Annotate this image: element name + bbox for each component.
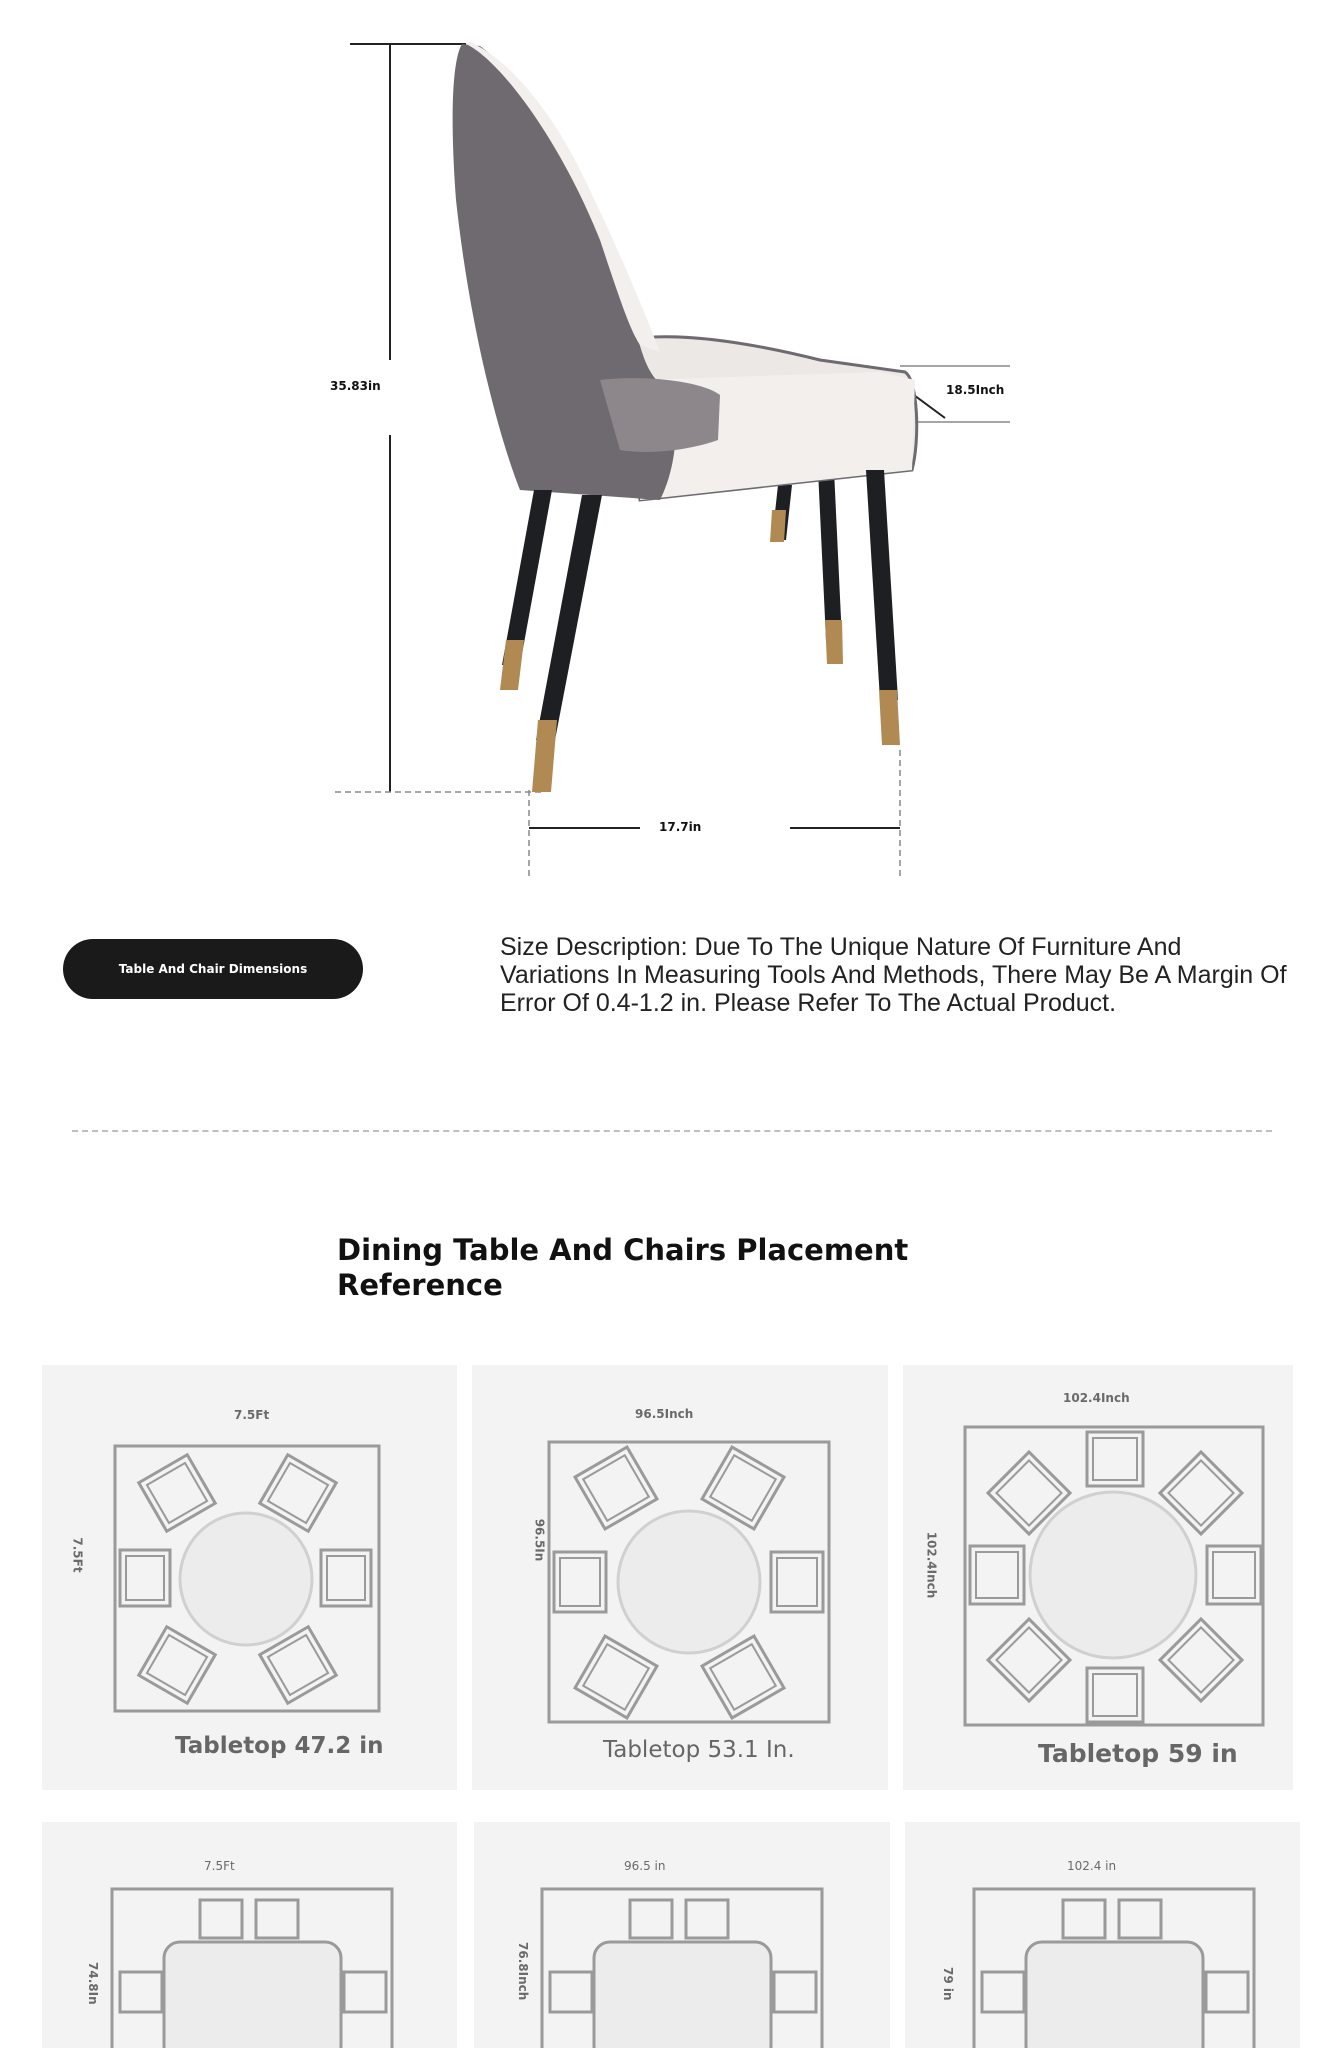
rect-plan-diagram <box>474 1822 890 2048</box>
width-label: 17.7in <box>659 820 702 834</box>
rect-plan-panel-2 <box>474 1822 890 2048</box>
rect-plan-diagram <box>905 1822 1300 2048</box>
round-plan-panel-3 <box>903 1365 1293 1790</box>
plan-top-label: 96.5 in <box>624 1859 666 1873</box>
plan-side-label: 74.8In <box>86 1962 100 2005</box>
chair-back-legs <box>770 470 843 664</box>
rect-plan-panel-1 <box>42 1822 457 2048</box>
plan-side-label: 79 in <box>941 1967 955 2001</box>
chair-dimension-image <box>0 0 1322 900</box>
width-dimension-line <box>529 750 900 880</box>
plan-side-label: 7.5Ft <box>70 1537 85 1573</box>
plan-side-label: 96.5In <box>532 1518 547 1562</box>
rect-plan-diagram <box>42 1822 457 2048</box>
section-divider <box>72 1130 1272 1132</box>
round-plan-diagram <box>903 1365 1293 1790</box>
plan-top-label: 7.5Ft <box>204 1859 235 1873</box>
round-plan-panel-2 <box>472 1365 888 1790</box>
depth-label: 18.5Inch <box>946 383 1005 397</box>
plan-top-label: 7.5Ft <box>234 1408 270 1422</box>
rect-plan-panel-3 <box>905 1822 1300 2048</box>
dimensions-badge: Table And Chair Dimensions <box>63 939 363 999</box>
round-plan-panel-1 <box>42 1365 457 1790</box>
tabletop-caption: Tabletop 53.1 In. <box>603 1737 795 1763</box>
chair-back-shell <box>453 42 720 500</box>
height-label: 35.83in <box>330 379 381 393</box>
plan-top-label: 96.5Inch <box>635 1407 694 1421</box>
plan-top-label: 102.4Inch <box>1063 1391 1130 1405</box>
size-description: Size Description: Due To The Unique Nature Of Furniture And Variations In Measuring Tools And Methods, There May Be A Margin Of Error Of 0.4-1.2 in. Please Refer To The Actual Product. <box>500 933 1287 1017</box>
tabletop-caption: Tabletop 47.2 in <box>175 1733 384 1759</box>
round-plan-diagram <box>472 1365 888 1790</box>
plan-side-label: 76.8Inch <box>516 1942 530 2001</box>
plan-top-label: 102.4 in <box>1067 1859 1117 1873</box>
placement-heading: Dining Table And Chairs Placement Reference <box>337 1233 909 1302</box>
tabletop-caption: Tabletop 59 in <box>1038 1739 1238 1768</box>
plan-side-label: 102.4Inch <box>924 1531 939 1599</box>
round-plan-diagram <box>42 1365 457 1790</box>
